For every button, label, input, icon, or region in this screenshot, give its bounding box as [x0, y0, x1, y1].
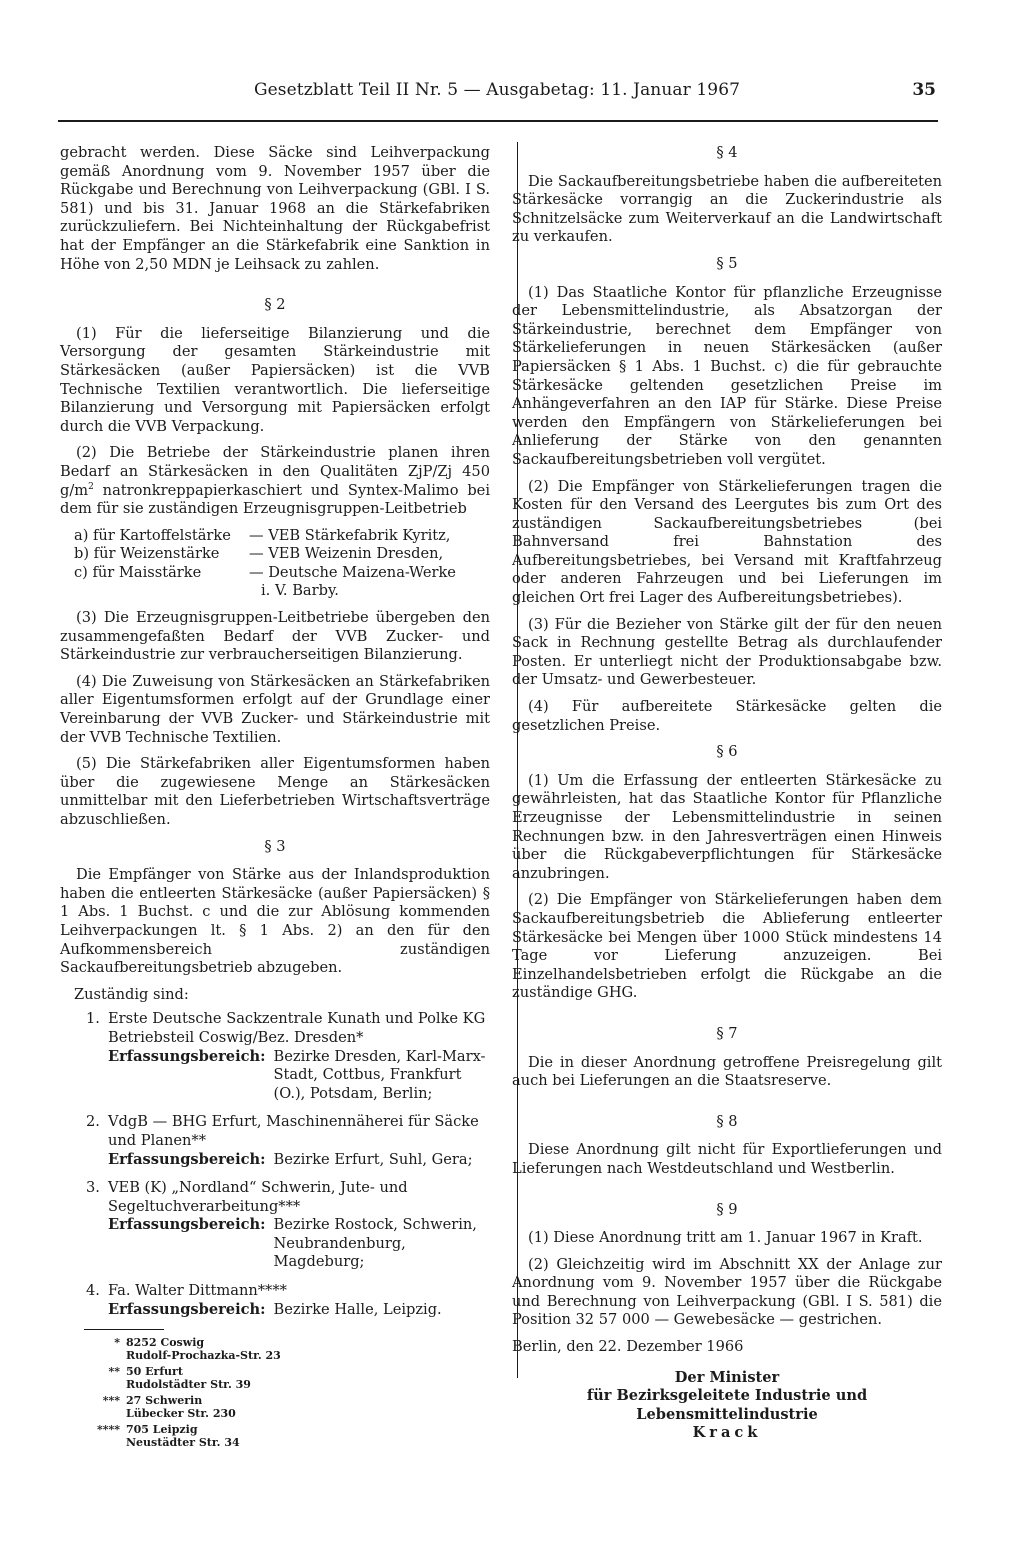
s2-paragraph-2	[60, 444, 490, 518]
entity-number: 2.	[86, 1113, 100, 1131]
signing-date: Berlin, den 22. Dezember 1966	[512, 1338, 744, 1356]
footnote-line-2: Rudolstädter Str. 39	[126, 1378, 251, 1392]
entity-name: Fa. Walter Dittmann****	[108, 1282, 287, 1300]
left-column	[60, 144, 490, 1452]
section-heading-4: § 4	[716, 144, 738, 161]
zustaendig-label: Zuständig sind:	[74, 985, 189, 1003]
footnote	[86, 1365, 490, 1391]
list-item-label: c) für Maisstärke	[74, 563, 202, 581]
footnote-mark: ***	[102, 1394, 120, 1408]
footnote-line-1: 8252 Coswig	[126, 1336, 205, 1350]
page-number: 35	[912, 80, 936, 100]
right-column	[512, 144, 942, 1443]
responsible-entities-list	[86, 1010, 490, 1319]
footnote-line-1: 705 Leipzig	[126, 1423, 198, 1437]
list-item	[74, 527, 490, 546]
entity-item	[86, 1282, 490, 1319]
entity-number: 1.	[86, 1010, 100, 1028]
page-header	[58, 80, 936, 104]
entity-area: Bezirke Erfurt, Suhl, Gera;	[273, 1150, 473, 1168]
entity-item	[86, 1010, 490, 1103]
entity-area-label: Erfassungsbereich:	[108, 1300, 266, 1318]
list-item-spacer	[74, 582, 249, 601]
header-rule	[58, 120, 938, 122]
list-item-label: a) für Kartoffelstärke	[74, 526, 231, 544]
s2-p2-text-b: natronkreppapierkaschiert und Syntex-Malimo bei dem für sie zuständigen Erzeugnisgruppen-Leitbetrieb	[60, 481, 490, 518]
footnote	[86, 1423, 490, 1449]
section-heading-7: § 7	[716, 1024, 738, 1042]
footnote	[86, 1336, 490, 1362]
s2-p2-superscript: 2	[88, 481, 94, 492]
entity-area: Bezirke Rostock, Schwerin, Neubrandenburg, Magdeburg;	[273, 1216, 477, 1271]
entity-area-label: Erfassungsbereich:	[108, 1216, 266, 1234]
list-item-label: b) für Weizenstärke	[74, 545, 220, 563]
s5-paragraph-2: (2) Die Empfänger von Stärkelieferungen tragen die Kosten für den Versand des Leergutes bis zum Ort des zuständigen Sackaufbereitungsbetriebes (bei Bahnversand frei Bahnstation des Aufbereitungsbetriebes, bei Versand mit Kraftfahrzeug oder anderen Fahrzeugen und bei Lieferungen im gleichen Ort frei Lager des Aufbereitungsbetriebes).	[512, 477, 942, 607]
entity-item	[86, 1113, 490, 1169]
footnote-mark: *	[114, 1336, 120, 1350]
list-item-value-2: i. V. Barby.	[261, 582, 339, 600]
footnote-line-1: 50 Erfurt	[126, 1365, 183, 1379]
footnote-line-2: Rudolf-Prochazka-Str. 23	[126, 1349, 281, 1363]
s5-paragraph-3: (3) Für die Bezieher von Stärke gilt der für den neuen Sack in Rechnung gestellte Betrag als durchlaufender Posten. Er unterliegt nicht der Produktionsabgabe bzw. der Umsatz- und Gewerbesteuer.	[512, 615, 942, 689]
entity-number: 3.	[86, 1179, 100, 1197]
signature-block	[512, 1369, 942, 1443]
s6-paragraph-1: (1) Um die Erfassung der entleerten Stärkesäcke zu gewährleisten, hat das Staatliche Kontor für Pflanzliche Erzeugnisse der Lebensmittelindustrie in seinen Rechnungen bzw. in den Jahresverträgen einen Hinweis über die Rückgabeverpflichtungen für Stärkesäcke anzubringen.	[512, 771, 942, 882]
section-heading-6: § 6	[716, 743, 738, 761]
list-item-continuation	[74, 582, 490, 601]
footnote-mark: ****	[96, 1423, 120, 1437]
s9-paragraph-2: (2) Gleichzeitig wird im Abschnitt XX der Anlage zur Anordnung vom 9. November 1957 über die Rückgabe und Berechnung von Leihverpackung (GBl. I S. 581) die Position 32 57 000 — Gewebesäcke — gestrichen.	[512, 1255, 942, 1329]
intro-paragraph: gebracht werden. Diese Säcke sind Leihverpackung gemäß Anordnung vom 9. November 1957 über die Rückgabe und Berechnung von Leihverpackung (GBl. I S. 581) und bis 31. Januar 1968 an die Stärkefabriken zurückzuliefern. Bei Nichteinhaltung der Rückgabefrist hat der Empfänger an die Stärkefabrik eine Sanktion in Höhe von 2,50 MDN je Leihsack zu zahlen.	[60, 144, 490, 273]
s2-paragraph-3: (3) Die Erzeugnisgruppen-Leitbetriebe übergeben den zusammengefaßten Bedarf der VVB Zucker- und Stärkeindustrie zur verbraucherseitigen Bilanzierung.	[60, 609, 490, 664]
s3-paragraph-1: Die Empfänger von Stärke aus der Inlandsproduktion haben die entleerten Stärkesäcke (außer Papiersäcken) § 1 Abs. 1 Buchst. c und die zur Ablösung kommenden Leihverpackungen lt. § 1 Abs. 2) an den für den Aufkommensbereich zuständigen Sackaufbereitungsbetrieb abzugeben.	[60, 866, 490, 977]
entity-name: VdgB — BHG Erfurt, Maschinennäherei für Säcke und Planen**	[108, 1113, 479, 1149]
s2-paragraph-1: (1) Für die lieferseitige Bilanzierung und die Versorgung der gesamten Stärkeindustrie mit Stärkesäcken (außer Papiersäcken) ist die VVB Technische Textilien verantwortlich. Die lieferseitige Bilanzierung und Versorgung mit Papiersäcken erfolgt durch die VVB Verpackung.	[60, 324, 490, 435]
list-item	[74, 545, 490, 564]
section-heading-9: § 9	[716, 1200, 738, 1218]
s2-paragraph-4: (4) Die Zuweisung von Stärkesäcken an Stärkefabriken aller Eigentumsformen erfolgt auf der Grundlage einer Vereinbarung der VVB Zucker- und Stärkeindustrie mit der VVB Technische Textilien.	[60, 672, 490, 746]
list-item-value: — Deutsche Maizena-Werke	[249, 563, 456, 581]
s5-paragraph-1: (1) Das Staatliche Kontor für pflanzliche Erzeugnisse der Lebensmittelindustrie, als Absatzorgan der Stärkeindustrie, berechnet dem Empfänger von Stärkelieferungen in neuen Stärkesäcken (außer Papiersäcken § 1 Abs. 1 Buchst. c) die für gebrauchte Stärkesäcke geltenden gesetzlichen Preise im Anhängeverfahren an den IAP für Stärke. Diese Preise werden den Empfängern von Stärkelieferungen bei Anlieferung der Stärke von den genannten Sackaufbereitungsbetrieben voll vergütet.	[512, 283, 942, 468]
header-title: Gesetzblatt Teil II Nr. 5 — Ausgabetag: 11. Januar 1967	[253, 80, 741, 100]
entity-item	[86, 1179, 490, 1272]
section-heading-3: § 3	[264, 837, 286, 855]
footnote-mark: **	[108, 1365, 120, 1379]
signature-title-3: Lebensmittelindustrie	[636, 1405, 818, 1423]
entity-area-label: Erfassungsbereich:	[108, 1047, 266, 1065]
signature-title-1: Der Minister	[674, 1368, 780, 1386]
s7-paragraph-1: Die in dieser Anordnung getroffene Preisregelung gilt auch bei Lieferungen an die Staatsreserve.	[512, 1053, 942, 1090]
footnote-line-2: Lübecker Str. 230	[126, 1407, 236, 1421]
entity-name: Erste Deutsche Sackzentrale Kunath und Polke KG Betriebsteil Coswig/Bez. Dresden*	[108, 1010, 486, 1046]
s2-paragraph-5: (5) Die Stärkefabriken aller Eigentumsformen haben über die zugewiesene Menge an Stärkesäcken unmittelbar mit den Lieferbetrieben Wirtschaftsverträge abzuschließen.	[60, 755, 490, 828]
s5-paragraph-4: (4) Für aufbereitete Stärkesäcke gelten die gesetzlichen Preise.	[512, 698, 942, 734]
s4-paragraph-1: Die Sackaufbereitungsbetriebe haben die aufbereiteten Stärkesäcke vorrangig an die Zuckerindustrie als Schnitzelsäcke zum Weiterverkauf an die Landwirtschaft zu verkaufen.	[512, 172, 942, 246]
footnote	[86, 1394, 490, 1420]
footnote-line-2: Neustädter Str. 34	[126, 1436, 240, 1450]
section-heading-2: § 2	[264, 296, 286, 314]
signatory-name: Krack	[692, 1424, 762, 1442]
entity-name: VEB (K) „Nordland“ Schwerin, Jute- und Segeltuchverarbeitung***	[108, 1179, 408, 1215]
starch-type-list	[74, 527, 490, 601]
entity-area: Bezirke Halle, Leipzig.	[273, 1300, 442, 1318]
list-item-value: — VEB Stärkefabrik Kyritz,	[249, 526, 451, 544]
section-heading-5: § 5	[716, 254, 738, 272]
list-item-value: — VEB Weizenin Dresden,	[249, 545, 444, 563]
s2-p2-text-a: (2) Die Betriebe der Stärkeindustrie planen ihren Bedarf an Stärkesäcken in den Qualitäten ZjP/Zj 450 g/m	[60, 444, 490, 499]
entity-area: Bezirke Dresden, Karl-Marx-Stadt, Cottbus, Frankfurt (O.), Potsdam, Berlin;	[273, 1047, 486, 1102]
signature-title-2: für Bezirksgeleitete Industrie und	[586, 1387, 868, 1405]
s9-paragraph-1: (1) Diese Anordnung tritt am 1. Januar 1967 in Kraft.	[528, 1229, 923, 1247]
s8-paragraph-1: Diese Anordnung gilt nicht für Exportlieferungen und Lieferungen nach Westdeutschland und Westberlin.	[512, 1141, 942, 1177]
footnote-line-1: 27 Schwerin	[126, 1394, 203, 1408]
s6-paragraph-2: (2) Die Empfänger von Stärkelieferungen haben dem Sackaufbereitungsbetrieb die Ablieferung entleerter Stärkesäcke bei Mengen über 1000 Stück mindestens 14 Tage vor Lieferung anzuzeigen. Bei Einzelhandelsbetrieben erfolgt die Rückgabe an die zuständige GHG.	[512, 891, 942, 1002]
footnote-rule	[84, 1329, 164, 1330]
entity-area-label: Erfassungsbereich:	[108, 1150, 266, 1168]
section-heading-8: § 8	[716, 1112, 738, 1130]
entity-number: 4.	[86, 1282, 100, 1300]
list-item	[74, 564, 490, 583]
